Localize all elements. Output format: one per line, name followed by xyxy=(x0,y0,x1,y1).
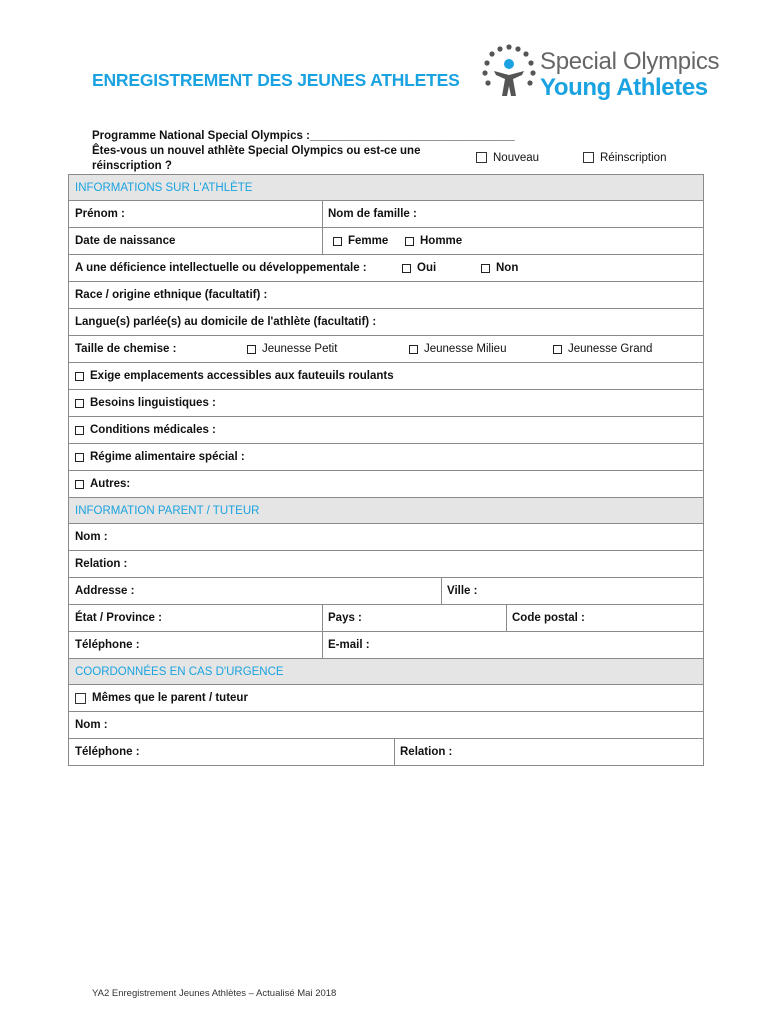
row-parent-address xyxy=(69,578,703,605)
languages-field[interactable]: Langue(s) parlée(s) au domicile de l'athlète (facultatif) : xyxy=(75,316,377,328)
section-parent xyxy=(69,498,703,524)
checkbox-diet[interactable] xyxy=(75,453,84,462)
row-race xyxy=(69,282,703,309)
row-wheelchair xyxy=(69,363,703,390)
special-olympics-logo xyxy=(480,44,720,106)
row-birth-gender xyxy=(69,228,703,255)
option-male[interactable]: Homme xyxy=(399,228,462,254)
parent-state-field[interactable]: État / Province : xyxy=(75,612,162,624)
section-title-athlete: INFORMATIONS SUR L'ATHLÈTE xyxy=(75,181,253,194)
row-shirt-size xyxy=(69,336,703,363)
option-wheelchair[interactable]: Exige emplacements accessibles aux fauteuils roulants xyxy=(69,363,394,389)
registration-form xyxy=(68,174,704,766)
birth-date-field[interactable]: Date de naissance xyxy=(75,235,176,247)
page-title: ENREGISTREMENT DES JEUNES ATHLETES xyxy=(92,70,460,90)
disability-label: A une déficience intellectuelle ou développementale : xyxy=(75,262,367,274)
option-size-large[interactable]: Jeunesse Grand xyxy=(547,336,652,362)
option-size-small[interactable]: Jeunesse Petit xyxy=(241,336,337,362)
checkbox-female[interactable] xyxy=(333,237,342,246)
parent-city-field[interactable]: Ville : xyxy=(447,585,478,597)
row-same-as-parent xyxy=(69,685,703,712)
row-languages xyxy=(69,309,703,336)
row-other xyxy=(69,471,703,498)
row-parent-state xyxy=(69,605,703,632)
checkbox-wheelchair[interactable] xyxy=(75,372,84,381)
footer-text: YA2 Enregistrement Jeunes Athlètes – Actualisé Mai 2018 xyxy=(92,988,337,999)
parent-name-field[interactable]: Nom : xyxy=(75,531,108,543)
parent-relation-field[interactable]: Relation : xyxy=(75,558,128,570)
logo-text-special-olympics: Special Olympics xyxy=(540,48,720,75)
checkbox-size-large[interactable] xyxy=(553,345,562,354)
emergency-phone-field[interactable]: Téléphone : xyxy=(75,746,140,758)
checkbox-other[interactable] xyxy=(75,480,84,489)
parent-phone-field[interactable]: Téléphone : xyxy=(75,639,140,651)
row-parent-relation xyxy=(69,551,703,578)
athlete-status-question-cont: réinscription ? xyxy=(92,160,172,172)
option-size-medium[interactable]: Jeunesse Milieu xyxy=(403,336,506,362)
option-same-as-parent[interactable]: Mêmes que le parent / tuteur xyxy=(69,685,248,711)
race-field[interactable]: Race / origine ethnique (facultatif) : xyxy=(75,289,268,301)
checkbox-male[interactable] xyxy=(405,237,414,246)
row-names xyxy=(69,201,703,228)
checkbox-size-small[interactable] xyxy=(247,345,256,354)
checkbox-new[interactable] xyxy=(476,152,487,163)
emergency-name-field[interactable]: Nom : xyxy=(75,719,108,731)
row-disability xyxy=(69,255,703,282)
option-female[interactable]: Femme xyxy=(327,228,388,254)
row-medical xyxy=(69,417,703,444)
last-name-field[interactable]: Nom de famille : xyxy=(328,208,417,220)
checkbox-same-as-parent[interactable] xyxy=(75,693,86,704)
athlete-status-question: Êtes-vous un nouvel athlète Special Olympics ou est-ce une xyxy=(92,145,421,157)
parent-email-field[interactable]: E-mail : xyxy=(328,639,370,651)
option-yes[interactable]: Oui xyxy=(396,255,436,281)
option-diet[interactable]: Régime alimentaire spécial : xyxy=(69,444,245,470)
parent-postal-field[interactable]: Code postal : xyxy=(512,612,585,624)
row-emergency-name xyxy=(69,712,703,739)
section-emergency xyxy=(69,659,703,685)
row-emergency-phone xyxy=(69,739,703,766)
section-title-emergency: COORDONNÉES EN CAS D'URGENCE xyxy=(75,665,284,678)
section-athlete xyxy=(69,175,703,201)
logo-text-young-athletes: Young Athletes xyxy=(540,74,708,101)
shirt-size-label: Taille de chemise : xyxy=(75,343,177,355)
option-other[interactable]: Autres: xyxy=(69,471,130,497)
checkbox-no[interactable] xyxy=(481,264,490,273)
checkbox-reinscription[interactable] xyxy=(583,152,594,163)
row-parent-name xyxy=(69,524,703,551)
checkbox-language-needs[interactable] xyxy=(75,399,84,408)
program-label: Programme National Special Olympics :________________________________ xyxy=(92,130,515,142)
checkbox-medical[interactable] xyxy=(75,426,84,435)
row-diet xyxy=(69,444,703,471)
row-parent-phone xyxy=(69,632,703,659)
option-new[interactable]: Nouveau xyxy=(476,152,539,164)
section-title-parent: INFORMATION PARENT / TUTEUR xyxy=(75,504,260,517)
option-medical[interactable]: Conditions médicales : xyxy=(69,417,216,443)
parent-address-field[interactable]: Addresse : xyxy=(75,585,135,597)
option-reinscription[interactable]: Réinscription xyxy=(583,152,666,164)
emergency-relation-field[interactable]: Relation : xyxy=(400,746,453,758)
row-language-needs xyxy=(69,390,703,417)
option-no[interactable]: Non xyxy=(475,255,518,281)
special-olympics-figure-icon xyxy=(480,44,538,106)
checkbox-yes[interactable] xyxy=(402,264,411,273)
option-language-needs[interactable]: Besoins linguistiques : xyxy=(69,390,216,416)
parent-country-field[interactable]: Pays : xyxy=(328,612,362,624)
checkbox-size-medium[interactable] xyxy=(409,345,418,354)
first-name-field[interactable]: Prénom : xyxy=(75,208,125,220)
